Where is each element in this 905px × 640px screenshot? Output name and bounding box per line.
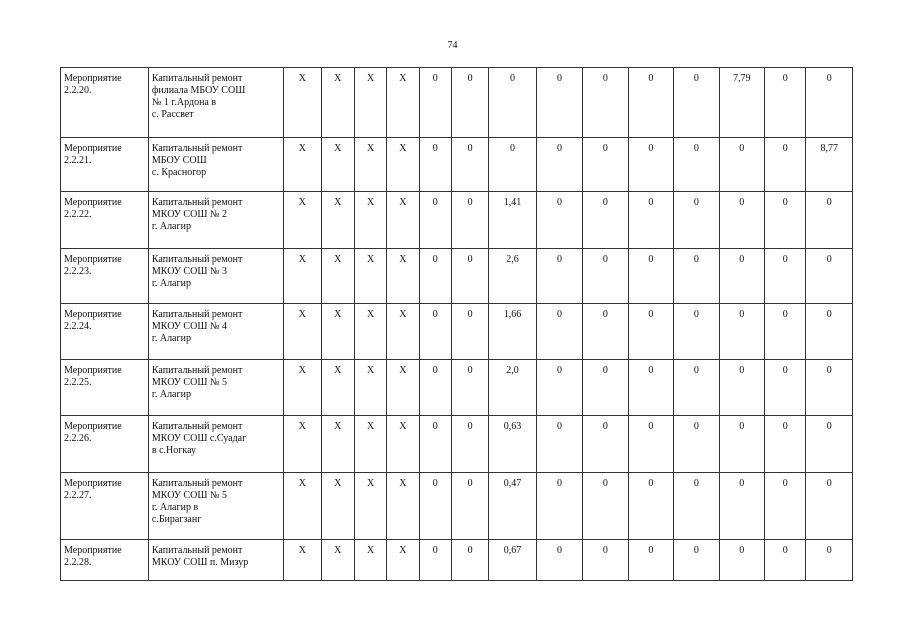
value-cell: 0 — [451, 360, 488, 416]
row-description: Капитальный ремонт МКОУ СОШ № 5 г. Алагир — [148, 360, 283, 416]
value-cell: 0 — [674, 540, 719, 581]
value-cell: 0 — [765, 416, 806, 473]
value-cell: Х — [354, 249, 386, 304]
value-cell: Х — [321, 192, 354, 249]
value-cell: 0 — [489, 68, 536, 138]
value-cell: 0 — [806, 416, 853, 473]
value-cell: 0 — [719, 473, 764, 540]
value-cell: Х — [284, 360, 321, 416]
value-cell: 0 — [583, 249, 628, 304]
value-cell: 0 — [451, 192, 488, 249]
row-description: Капитальный ремонт филиала МБОУ СОШ № 1 г.Ардона в с. Рассвет — [148, 68, 283, 138]
row-label: Мероприятие 2.2.27. — [61, 473, 149, 540]
value-cell: 0 — [536, 473, 582, 540]
value-cell: 0 — [628, 138, 673, 192]
value-cell: 0,67 — [489, 540, 536, 581]
value-cell: 0 — [451, 473, 488, 540]
value-cell: 0,47 — [489, 473, 536, 540]
value-cell: 0 — [806, 68, 853, 138]
table-row — [61, 192, 853, 249]
value-cell: Х — [321, 304, 354, 360]
value-cell: 0 — [806, 540, 853, 581]
row-description: Капитальный ремонт МКОУ СОШ № 2 г. Алагир — [148, 192, 283, 249]
value-cell: 0 — [489, 138, 536, 192]
value-cell: Х — [321, 540, 354, 581]
table-row — [61, 473, 853, 540]
table-body — [61, 68, 853, 581]
value-cell: 0 — [451, 68, 488, 138]
value-cell: 0 — [419, 416, 451, 473]
value-cell: 0 — [419, 249, 451, 304]
value-cell: 0 — [419, 360, 451, 416]
value-cell: Х — [321, 68, 354, 138]
value-cell: Х — [387, 304, 419, 360]
value-cell: Х — [387, 68, 419, 138]
value-cell: Х — [284, 304, 321, 360]
value-cell: 0 — [765, 138, 806, 192]
value-cell: 7,79 — [719, 68, 764, 138]
value-cell: 0 — [419, 68, 451, 138]
value-cell: Х — [354, 304, 386, 360]
value-cell: 0 — [628, 304, 673, 360]
value-cell: Х — [354, 192, 386, 249]
value-cell: 0 — [674, 473, 719, 540]
value-cell: 0 — [719, 192, 764, 249]
row-description: Капитальный ремонт МКОУ СОШ № 3 г. Алагир — [148, 249, 283, 304]
value-cell: 0 — [536, 68, 582, 138]
value-cell: 0 — [765, 68, 806, 138]
row-description: Капитальный ремонт МКОУ СОШ № 5 г. Алагир в с.Бирагзанг — [148, 473, 283, 540]
row-description: Капитальный ремонт МКОУ СОШ п. Мизур — [148, 540, 283, 581]
value-cell: 0 — [674, 68, 719, 138]
value-cell: 0 — [719, 416, 764, 473]
value-cell: 0 — [674, 192, 719, 249]
value-cell: Х — [354, 138, 386, 192]
table-row — [61, 138, 853, 192]
value-cell: Х — [321, 416, 354, 473]
value-cell: 0 — [451, 304, 488, 360]
table-row — [61, 68, 853, 138]
value-cell: 0 — [628, 360, 673, 416]
value-cell: 0 — [583, 192, 628, 249]
value-cell: Х — [321, 249, 354, 304]
row-label: Мероприятие 2.2.21. — [61, 138, 149, 192]
value-cell: 0 — [536, 192, 582, 249]
value-cell: Х — [354, 540, 386, 581]
value-cell: 0 — [806, 360, 853, 416]
value-cell: 0 — [719, 249, 764, 304]
value-cell: 0 — [536, 540, 582, 581]
row-label: Мероприятие 2.2.26. — [61, 416, 149, 473]
value-cell: 0 — [806, 473, 853, 540]
value-cell: 0 — [536, 138, 582, 192]
value-cell: 0 — [765, 304, 806, 360]
value-cell: 0 — [628, 68, 673, 138]
row-label: Мероприятие 2.2.20. — [61, 68, 149, 138]
value-cell: 0 — [583, 68, 628, 138]
value-cell: 0 — [628, 540, 673, 581]
value-cell: 0 — [719, 304, 764, 360]
value-cell: 0 — [806, 249, 853, 304]
row-description: Капитальный ремонт МКОУ СОШ с.Суадаг в с.Ногкау — [148, 416, 283, 473]
value-cell: 0 — [765, 540, 806, 581]
value-cell: Х — [387, 540, 419, 581]
row-label: Мероприятие 2.2.28. — [61, 540, 149, 581]
value-cell: 0 — [674, 416, 719, 473]
value-cell: 0 — [451, 416, 488, 473]
value-cell: 0 — [451, 249, 488, 304]
value-cell: 0 — [419, 138, 451, 192]
value-cell: Х — [387, 138, 419, 192]
value-cell: 0 — [765, 192, 806, 249]
table-row — [61, 249, 853, 304]
row-label: Мероприятие 2.2.24. — [61, 304, 149, 360]
value-cell: Х — [387, 416, 419, 473]
value-cell: 2,0 — [489, 360, 536, 416]
value-cell: Х — [387, 473, 419, 540]
value-cell: 0 — [583, 360, 628, 416]
value-cell: 0 — [674, 138, 719, 192]
value-cell: 0 — [674, 249, 719, 304]
value-cell: Х — [321, 360, 354, 416]
value-cell: Х — [284, 249, 321, 304]
value-cell: Х — [387, 192, 419, 249]
row-label: Мероприятие 2.2.25. — [61, 360, 149, 416]
value-cell: 0 — [628, 249, 673, 304]
value-cell: 0 — [674, 360, 719, 416]
value-cell: Х — [284, 473, 321, 540]
value-cell: 0 — [451, 138, 488, 192]
value-cell: 1,66 — [489, 304, 536, 360]
value-cell: 0 — [536, 416, 582, 473]
value-cell: 0 — [628, 192, 673, 249]
value-cell: 0 — [583, 540, 628, 581]
value-cell: 0 — [674, 304, 719, 360]
value-cell: Х — [354, 68, 386, 138]
value-cell: 0 — [419, 540, 451, 581]
row-description: Капитальный ремонт МКОУ СОШ № 4 г. Алагир — [148, 304, 283, 360]
page-number: 74 — [447, 40, 458, 51]
value-cell: Х — [284, 138, 321, 192]
value-cell: 0 — [628, 473, 673, 540]
value-cell: Х — [354, 416, 386, 473]
value-cell: 0 — [536, 304, 582, 360]
value-cell: 0 — [719, 360, 764, 416]
value-cell: 0 — [583, 416, 628, 473]
value-cell: 0 — [419, 473, 451, 540]
value-cell: 0 — [806, 304, 853, 360]
table-row — [61, 360, 853, 416]
data-table — [60, 67, 853, 581]
value-cell: Х — [387, 360, 419, 416]
value-cell: 0 — [536, 249, 582, 304]
table-row — [61, 304, 853, 360]
value-cell: 0,63 — [489, 416, 536, 473]
value-cell: Х — [284, 68, 321, 138]
value-cell: 0 — [719, 138, 764, 192]
table-row — [61, 540, 853, 581]
value-cell: Х — [284, 416, 321, 473]
value-cell: 0 — [536, 360, 582, 416]
value-cell: 2,6 — [489, 249, 536, 304]
value-cell: 0 — [451, 540, 488, 581]
value-cell: 0 — [719, 540, 764, 581]
value-cell: 0 — [765, 249, 806, 304]
row-label: Мероприятие 2.2.22. — [61, 192, 149, 249]
value-cell: 0 — [765, 360, 806, 416]
value-cell: Х — [321, 473, 354, 540]
value-cell: 0 — [583, 304, 628, 360]
value-cell: 0 — [583, 473, 628, 540]
value-cell: Х — [284, 192, 321, 249]
value-cell: 0 — [765, 473, 806, 540]
table-row — [61, 416, 853, 473]
value-cell: 1,41 — [489, 192, 536, 249]
value-cell: Х — [321, 138, 354, 192]
value-cell: 8,77 — [806, 138, 853, 192]
value-cell: 0 — [419, 192, 451, 249]
value-cell: 0 — [583, 138, 628, 192]
value-cell: 0 — [628, 416, 673, 473]
value-cell: Х — [354, 473, 386, 540]
row-label: Мероприятие 2.2.23. — [61, 249, 149, 304]
value-cell: Х — [354, 360, 386, 416]
row-description: Капитальный ремонт МБОУ СОШ с. Красногор — [148, 138, 283, 192]
value-cell: Х — [284, 540, 321, 581]
value-cell: 0 — [419, 304, 451, 360]
value-cell: Х — [387, 249, 419, 304]
value-cell: 0 — [806, 192, 853, 249]
